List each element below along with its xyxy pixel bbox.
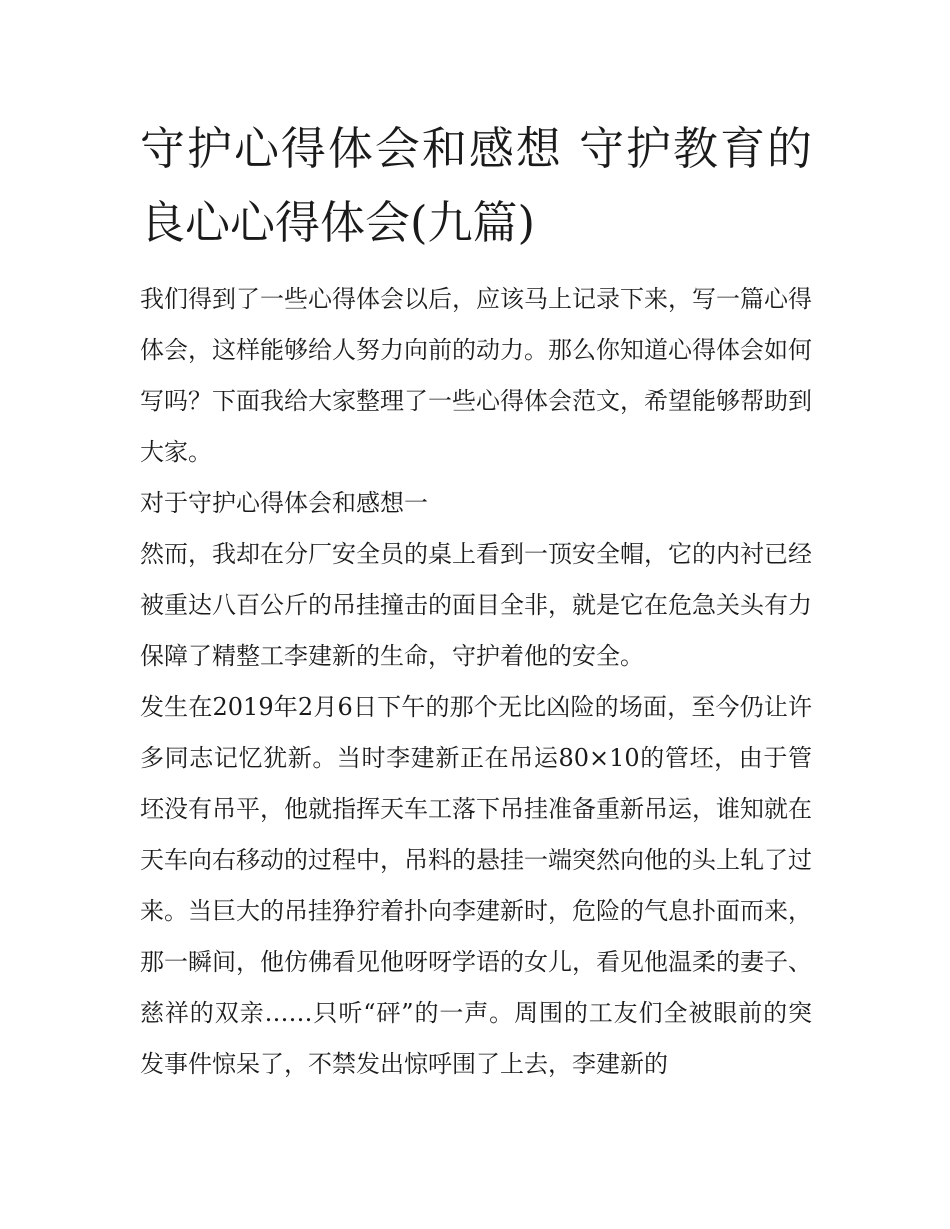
document-title: 守护心得体会和感想 守护教育的良心心得体会(九篇)	[140, 122, 812, 249]
body-paragraph: 发生在2019年2月6日下午的那个无比凶险的场面，至今仍让许多同志记忆犹新。当时李建新正在吊运80×10的管坯，由于管坯没有吊平，他就指挥天车工落下吊挂准备重新吊运，谁知就在天车向右移动的过程中，吊料的悬挂一端突然向他的头上轧了过来。当巨大的吊挂狰狞着扑向李建新时，危险的气息扑面而来，那一瞬间，他仿佛看见他呀呀学语的女儿，看见他温柔的妻子、慈祥的双亲……只听“砰”的一声。周围的工友们全被眼前的突发事件惊呆了，不禁发出惊呼围了上去，李建新的	[140, 693, 812, 1078]
document-body	[140, 112, 812, 1090]
intro-paragraph: 我们得到了一些心得体会以后，应该马上记录下来，写一篇心得体会，这样能够给人努力向前的动力。那么你知道心得体会如何写吗？下面我给大家整理了一些心得体会范文，希望能够帮助到大家。	[140, 285, 812, 466]
body-paragraph: 然而，我却在分厂安全员的桌上看到一顶安全帽，它的内衬已经被重达八百公斤的吊挂撞击的面目全非，就是它在危急关头有力保障了精整工李建新的生命，守护着他的安全。	[140, 540, 812, 670]
section-heading: 对于守护心得体会和感想一	[140, 489, 428, 517]
